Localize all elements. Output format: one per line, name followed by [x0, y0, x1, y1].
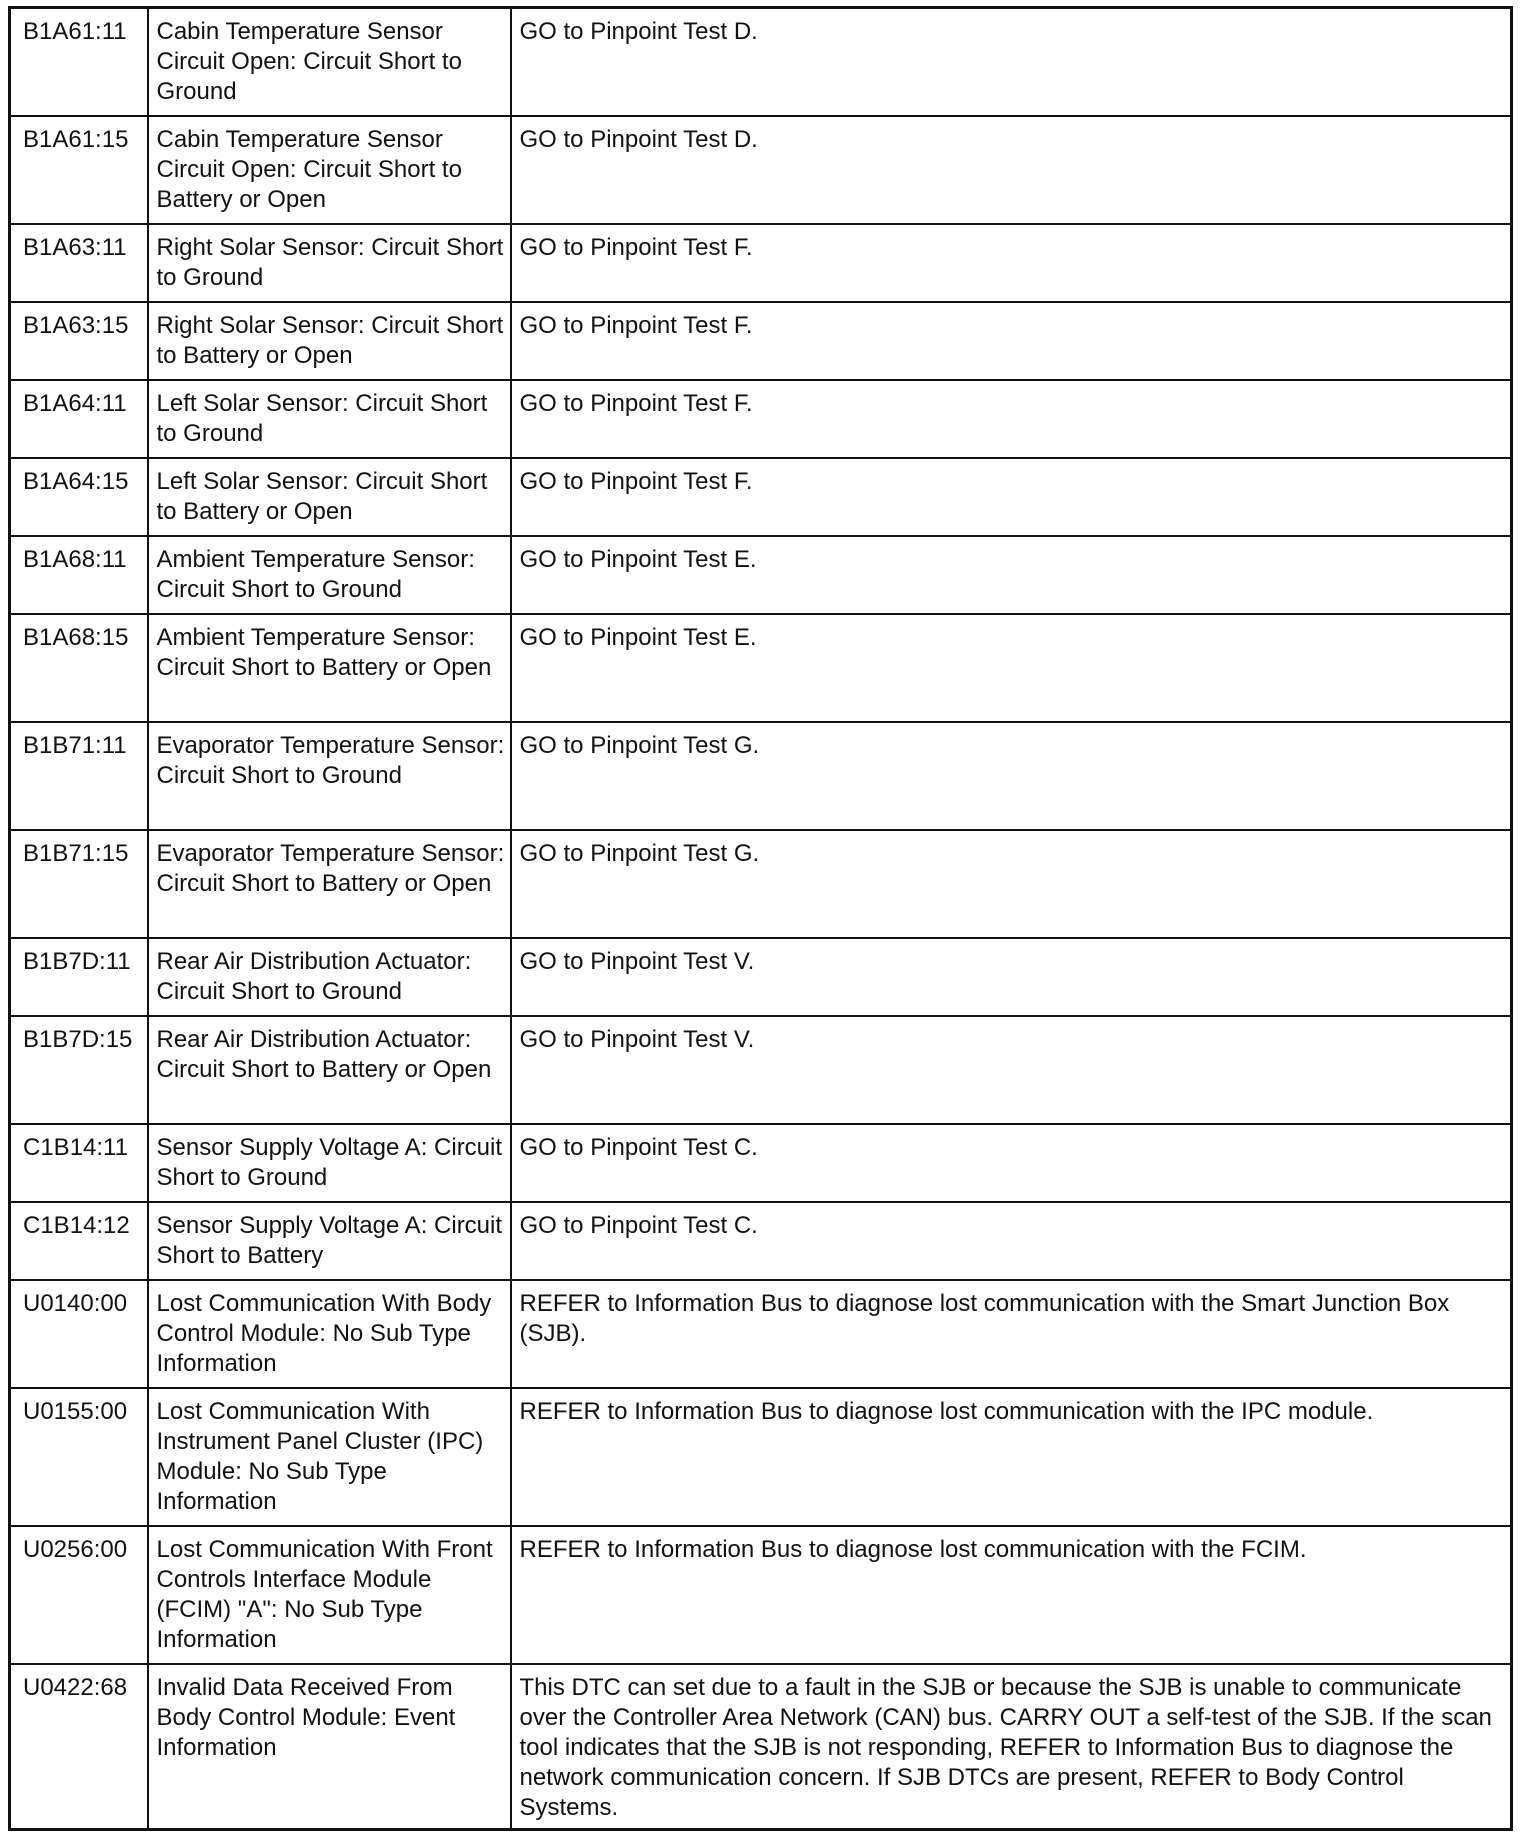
dtc-code: U0256:00 — [10, 1526, 148, 1664]
table-row — [10, 1664, 1512, 1830]
dtc-description: Left Solar Sensor: Circuit Short to Ground — [148, 380, 511, 458]
dtc-action: This DTC can set due to a fault in the SJB or because the SJB is unable to communicate over the Controller Area Network (CAN) bus. CARRY OUT a self-test of the SJB. If the scan tool indicates that the SJB is not responding, REFER to Information Bus to diagnose the network communication concern. If SJB DTCs are present, REFER to Body Control Systems. — [511, 1664, 1512, 1830]
table-row — [10, 224, 1512, 302]
table-row — [10, 722, 1512, 830]
dtc-code: B1B7D:11 — [10, 938, 148, 1016]
dtc-description: Invalid Data Received From Body Control Module: Event Information — [148, 1664, 511, 1830]
dtc-action: GO to Pinpoint Test C. — [511, 1202, 1512, 1280]
dtc-description: Right Solar Sensor: Circuit Short to Ground — [148, 224, 511, 302]
table-row — [10, 1526, 1512, 1664]
table-row — [10, 830, 1512, 938]
dtc-action: GO to Pinpoint Test V. — [511, 1016, 1512, 1124]
table-row — [10, 1388, 1512, 1526]
dtc-code: U0140:00 — [10, 1280, 148, 1388]
dtc-description: Evaporator Temperature Sensor: Circuit Short to Battery or Open — [148, 830, 511, 938]
dtc-code: B1A64:15 — [10, 458, 148, 536]
dtc-code: B1A61:11 — [10, 8, 148, 116]
dtc-code: B1A68:15 — [10, 614, 148, 722]
dtc-description: Lost Communication With Front Controls Interface Module (FCIM) "A": No Sub Type Information — [148, 1526, 511, 1664]
dtc-description: Lost Communication With Instrument Panel Cluster (IPC) Module: No Sub Type Information — [148, 1388, 511, 1526]
dtc-action: GO to Pinpoint Test F. — [511, 380, 1512, 458]
table-row — [10, 536, 1512, 614]
dtc-action: GO to Pinpoint Test E. — [511, 536, 1512, 614]
dtc-code: B1A63:15 — [10, 302, 148, 380]
dtc-action: GO to Pinpoint Test D. — [511, 116, 1512, 224]
dtc-code: U0422:68 — [10, 1664, 148, 1830]
table-row — [10, 1280, 1512, 1388]
dtc-action: GO to Pinpoint Test D. — [511, 8, 1512, 116]
dtc-action: GO to Pinpoint Test G. — [511, 830, 1512, 938]
dtc-code: C1B14:12 — [10, 1202, 148, 1280]
dtc-description: Lost Communication With Body Control Module: No Sub Type Information — [148, 1280, 511, 1388]
table-row — [10, 116, 1512, 224]
dtc-description: Sensor Supply Voltage A: Circuit Short to Battery — [148, 1202, 511, 1280]
table-row — [10, 380, 1512, 458]
table-row — [10, 614, 1512, 722]
dtc-description: Ambient Temperature Sensor: Circuit Short to Battery or Open — [148, 614, 511, 722]
dtc-code: B1A68:11 — [10, 536, 148, 614]
dtc-description: Rear Air Distribution Actuator: Circuit Short to Battery or Open — [148, 1016, 511, 1124]
dtc-action: REFER to Information Bus to diagnose lost communication with the FCIM. — [511, 1526, 1512, 1664]
dtc-code: U0155:00 — [10, 1388, 148, 1526]
dtc-description: Left Solar Sensor: Circuit Short to Battery or Open — [148, 458, 511, 536]
dtc-description: Ambient Temperature Sensor: Circuit Short to Ground — [148, 536, 511, 614]
dtc-description: Right Solar Sensor: Circuit Short to Battery or Open — [148, 302, 511, 380]
dtc-code: B1B71:15 — [10, 830, 148, 938]
dtc-table — [8, 6, 1513, 1831]
dtc-code: B1A63:11 — [10, 224, 148, 302]
dtc-description: Rear Air Distribution Actuator: Circuit Short to Ground — [148, 938, 511, 1016]
dtc-action: GO to Pinpoint Test F. — [511, 458, 1512, 536]
dtc-description: Cabin Temperature Sensor Circuit Open: Circuit Short to Ground — [148, 8, 511, 116]
dtc-action: REFER to Information Bus to diagnose lost communication with the Smart Junction Box (SJB). — [511, 1280, 1512, 1388]
dtc-action: GO to Pinpoint Test C. — [511, 1124, 1512, 1202]
table-row — [10, 1016, 1512, 1124]
dtc-code: C1B14:11 — [10, 1124, 148, 1202]
dtc-action: GO to Pinpoint Test V. — [511, 938, 1512, 1016]
dtc-description: Cabin Temperature Sensor Circuit Open: Circuit Short to Battery or Open — [148, 116, 511, 224]
table-row — [10, 1202, 1512, 1280]
dtc-description: Evaporator Temperature Sensor: Circuit Short to Ground — [148, 722, 511, 830]
table-row — [10, 938, 1512, 1016]
dtc-description: Sensor Supply Voltage A: Circuit Short to Ground — [148, 1124, 511, 1202]
dtc-action: REFER to Information Bus to diagnose lost communication with the IPC module. — [511, 1388, 1512, 1526]
dtc-code: B1B71:11 — [10, 722, 148, 830]
table-row — [10, 8, 1512, 116]
dtc-action: GO to Pinpoint Test F. — [511, 224, 1512, 302]
dtc-code: B1B7D:15 — [10, 1016, 148, 1124]
dtc-code: B1A61:15 — [10, 116, 148, 224]
table-row — [10, 1124, 1512, 1202]
dtc-action: GO to Pinpoint Test E. — [511, 614, 1512, 722]
dtc-action: GO to Pinpoint Test G. — [511, 722, 1512, 830]
dtc-action: GO to Pinpoint Test F. — [511, 302, 1512, 380]
table-row — [10, 458, 1512, 536]
table-row — [10, 302, 1512, 380]
dtc-code: B1A64:11 — [10, 380, 148, 458]
